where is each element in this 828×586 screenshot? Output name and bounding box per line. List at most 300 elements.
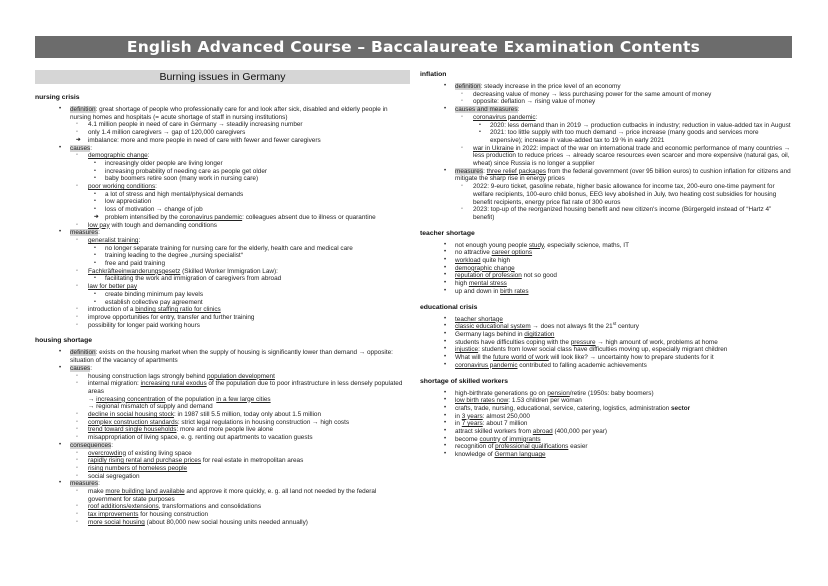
bullet-icon: • <box>59 441 62 448</box>
list-item <box>35 488 410 503</box>
bullet-icon: • <box>59 144 62 151</box>
list-item <box>420 339 792 347</box>
list-item <box>420 397 792 405</box>
item-text: high <box>455 280 469 288</box>
item-text: not so good <box>521 272 557 280</box>
bullet-icon: • <box>444 389 447 396</box>
underlined-term: future world of work <box>493 354 549 362</box>
underlined-term: career options <box>491 249 533 257</box>
bullet-icon: • <box>94 298 96 305</box>
highlighted-term: causes <box>70 364 91 372</box>
bullet-icon: ◦ <box>461 206 463 213</box>
item-text: in <box>455 412 462 420</box>
bullet-icon: • <box>94 175 96 182</box>
section-list-teacher-shortage <box>420 242 792 296</box>
item-text: increasing probability of needing care as people get older <box>105 167 268 175</box>
item-text: social segregation <box>88 472 140 480</box>
bullet-icon: ◦ <box>76 518 78 525</box>
bullet-icon: ◦ <box>76 121 78 128</box>
underlined-term: study <box>528 241 544 249</box>
item-text: decreasing value of money → less purchasing power for the same amount of money <box>473 90 712 98</box>
list-item <box>35 465 410 473</box>
section-title-inflation: inflation <box>420 71 447 78</box>
list-item <box>35 503 410 511</box>
list-item <box>35 434 410 442</box>
item-text: in <box>455 420 462 428</box>
item-text: no longer separate training for nursing care for the elderly, health care and medical care <box>105 244 353 252</box>
list-item <box>420 436 792 444</box>
list-item <box>35 183 410 191</box>
bullet-icon: • <box>444 315 447 322</box>
item-text: (Skilled Worker Immigration Law): <box>180 267 278 275</box>
bullet-icon: ◦ <box>76 183 78 190</box>
bullet-icon: • <box>444 338 447 345</box>
list-item <box>420 242 792 250</box>
section-list-inflation <box>420 83 792 222</box>
bullet-icon: • <box>94 275 96 282</box>
underlined-term: generalist training <box>88 236 139 244</box>
underlined-term: country of immigrants <box>479 435 541 443</box>
item-text: 2020: less demand than in 2019 → production cutbacks in industry; reduction in value-added tax in August <box>490 121 791 129</box>
item-text: opposite: deflation → rising value of money <box>473 98 596 106</box>
list-item <box>420 122 792 130</box>
list-item <box>35 237 410 245</box>
bullet-icon: • <box>444 272 447 279</box>
list-item <box>35 206 410 214</box>
item-text: for real estate in metropolitan areas <box>200 457 304 465</box>
item-text: high-birthrate generations go on <box>455 389 548 397</box>
list-item <box>420 168 792 183</box>
bullet-icon: • <box>59 364 62 371</box>
arrow-bullet-icon: ➔ <box>76 136 81 143</box>
bullet-icon: • <box>444 330 447 337</box>
list-item <box>420 443 792 451</box>
item-text: , especially science, maths, IT <box>543 241 629 249</box>
list-item <box>420 106 792 114</box>
item-text: 2023: top-up of the reorganized housing benefit and new citizen's income (Bürgergeld instead of “Hartz 4” benefit) <box>473 206 772 221</box>
item-text: : colleagues absent due to illness or quarantine <box>242 213 376 221</box>
item-text: increasingly older people are living longer <box>105 159 223 167</box>
list-item <box>420 265 792 273</box>
bullet-icon: ◦ <box>461 144 463 151</box>
list-item <box>420 405 792 413</box>
item-text: of the population due to poor infrastructure in less densely populated areas <box>88 380 403 395</box>
list-item <box>420 183 792 206</box>
bullet-icon: • <box>444 346 447 353</box>
bullet-icon: ◦ <box>461 113 463 120</box>
underlined-term: workload <box>455 257 481 265</box>
list-item <box>35 396 410 404</box>
underlined-term: Fachkräfteeinwanderungsgesetz <box>88 267 181 275</box>
item-text: : exists on the housing market when the supply of housing is significantly lower than demand → opposite: situation of the vacancy of apartments <box>70 349 393 365</box>
item-text: : <box>98 229 100 237</box>
list-item <box>35 426 410 434</box>
bullet-icon: • <box>444 435 447 442</box>
list-item <box>420 288 792 296</box>
bullet-icon: • <box>59 229 62 236</box>
item-text: : strict legal regulations in housing construction → high costs <box>177 418 350 426</box>
list-item <box>35 480 410 488</box>
highlighted-term: measures <box>70 480 99 488</box>
item-text: imbalance: more and more people in need of care with fewer and fewer caregivers <box>88 136 321 144</box>
list-item <box>420 362 792 370</box>
list-item <box>35 214 410 222</box>
bullet-icon: • <box>444 287 447 294</box>
underlined-term: poor working conditions <box>88 183 156 191</box>
bullet-icon: • <box>444 397 447 404</box>
bullet-icon: • <box>444 420 447 427</box>
underlined-term: coronavirus pandemic <box>473 113 536 121</box>
list-item <box>35 450 410 458</box>
underlined-term: in a few large cities <box>216 395 271 403</box>
item-text: (400,000 per year) <box>552 428 608 436</box>
item-text: : <box>90 364 93 372</box>
bullet-icon: • <box>444 361 447 368</box>
item-text: baby boomers retire soon (many work in nursing care) <box>105 175 259 183</box>
bullet-icon: • <box>444 241 447 248</box>
bullet-icon: • <box>444 404 447 411</box>
item-text: and approve it more quickly, e. g. all land not needed by the federal government for state purposes <box>88 488 377 503</box>
underlined-term: low pay <box>88 221 110 229</box>
bullet-icon: • <box>94 290 96 297</box>
item-text: improve opportunities for entry, transfer and further training <box>88 313 255 321</box>
list-item <box>420 83 792 91</box>
underlined-term: overcrowding <box>88 449 127 457</box>
item-text: become <box>455 435 480 443</box>
item-text: for housing construction <box>138 511 209 519</box>
underlined-term: 3 years <box>461 412 483 420</box>
list-item <box>420 354 792 362</box>
bullet-icon: ◦ <box>76 221 78 228</box>
item-text: 2022: 9-euro ticket, gasoline rebate, higher basic allowance for income tax, 200-euro one-time payment for welfare recipients, 100-euro child bonus, EEG levy abolished in July, two heating cost subsidies for housing benefit recipients, energy price flat rate of 300 euros <box>473 183 777 206</box>
underlined-term: abroad <box>532 428 553 436</box>
item-text: (about 80,000 new social housing units needed annually) <box>144 518 308 526</box>
bullet-icon: • <box>94 260 96 267</box>
bullet-icon: ◦ <box>461 90 463 97</box>
highlighted-term: measures <box>455 167 484 175</box>
item-text: → regional mismatch of supply and demand <box>88 403 213 411</box>
item-text: : 1.53 children per woman <box>508 397 582 405</box>
item-text: introduction of a <box>88 306 136 314</box>
list-item <box>420 428 792 436</box>
list-item <box>35 198 410 206</box>
item-text: low appreciation <box>105 198 152 206</box>
list-item <box>35 275 410 283</box>
bullet-icon: • <box>94 190 96 197</box>
item-text: : <box>535 113 538 121</box>
underlined-term: coronavirus pandemic <box>179 213 243 221</box>
item-text: What will the <box>455 354 494 362</box>
bullet-icon: • <box>444 443 447 450</box>
highlighted-term: definition <box>70 106 96 113</box>
bullet-icon: • <box>444 323 447 330</box>
highlighted-term: causes <box>70 144 91 152</box>
item-text: → does not always fit the 21 <box>530 323 613 331</box>
item-text: only 1.4 million caregivers → gap of 120,000 caregivers <box>88 129 246 137</box>
item-text: not enough young people <box>455 241 529 249</box>
list-item <box>420 323 792 331</box>
underlined-term: coronavirus pandemic <box>455 361 518 369</box>
bullet-icon: ◦ <box>76 129 78 136</box>
item-text: : <box>111 441 113 449</box>
list-item <box>420 91 792 99</box>
bullet-icon: • <box>444 428 447 435</box>
underlined-term: professional qualifications <box>495 443 569 451</box>
underlined-term: teacher shortage <box>455 315 503 323</box>
underlined-term: mental stress <box>468 280 507 288</box>
item-text: problem intensified by the <box>105 213 180 221</box>
bullet-icon: • <box>94 206 96 213</box>
underlined-term: binding staffing ratio for clinics <box>135 306 221 314</box>
item-text: : steady increase in the price level of an economy <box>480 83 621 90</box>
list-item <box>35 511 410 519</box>
list-item <box>35 322 410 330</box>
item-text: : <box>155 183 157 191</box>
bullet-icon: • <box>94 198 96 205</box>
bullet-icon: ◦ <box>76 503 78 510</box>
item-text: century <box>616 323 639 331</box>
list-item <box>420 249 792 257</box>
bullet-icon: • <box>479 129 481 136</box>
item-text: internal migration: <box>88 380 141 388</box>
bullet-icon: ◦ <box>76 267 78 274</box>
underlined-term: more social housing <box>88 518 145 526</box>
list-item <box>35 191 410 199</box>
list-item <box>420 114 792 122</box>
list-item <box>35 365 410 373</box>
underlined-term: three relief packages <box>486 167 546 175</box>
section-title-housing-shortage: housing shortage <box>35 337 93 345</box>
underlined-term: reputation of profession <box>455 272 522 280</box>
list-item <box>35 268 410 276</box>
bullet-icon: ◦ <box>76 488 78 495</box>
item-text: : great shortage of people who professionally care for and look after sick, disabled and elderly people in nursing homes and hospitals (= acute shortage of staff in nursing institutions) <box>70 106 388 121</box>
item-text: will look like? → uncertainty how to prepare students for it <box>548 354 714 362</box>
item-text: /retire (1950s: baby boomers) <box>569 389 654 397</box>
item-text: : in 1987 still 5.5 million, today only about 1.5 million <box>173 411 322 419</box>
list-item <box>35 222 410 230</box>
bullet-icon: ◦ <box>76 426 78 433</box>
item-text: 2021: too little supply with too much demand → price increase (many goods and services more expensive); increase in value-added tax to 19 % in early 2021 <box>490 129 759 144</box>
item-text: free and paid training <box>105 260 166 268</box>
list-item <box>35 473 410 481</box>
bullet-icon: • <box>444 451 447 458</box>
underlined-term: 7 years <box>461 420 483 428</box>
arrow-bullet-icon: ➔ <box>94 213 99 220</box>
bullet-icon: ◦ <box>76 313 78 320</box>
section-list-shortage-of-skilled-workers <box>420 390 792 459</box>
item-text: : more and more people live alone <box>176 426 274 434</box>
bullet-icon: ◦ <box>76 372 78 379</box>
bullet-icon: • <box>94 252 96 259</box>
item-text: of existing living space <box>126 449 192 457</box>
section-title-teacher-shortage: teacher shortage <box>420 229 475 237</box>
bullet-icon: • <box>444 106 447 113</box>
list-item <box>420 451 792 459</box>
item-text: : <box>483 167 487 175</box>
list-item <box>35 457 410 465</box>
underlined-term: pension <box>547 389 570 397</box>
bullet-icon: • <box>444 249 447 256</box>
left-sections <box>35 93 410 527</box>
section-title-shortage-of-skilled-workers: shortage of skilled workers <box>420 377 509 385</box>
underlined-term: demographic change <box>455 264 515 272</box>
list-item <box>420 272 792 280</box>
bullet-icon: • <box>444 354 447 361</box>
underlined-term: increasing rural exodus <box>140 380 207 388</box>
bullet-icon: • <box>94 159 96 166</box>
list-item <box>420 145 792 168</box>
underlined-term: tax improvements <box>88 511 139 519</box>
list-item <box>35 260 410 268</box>
list-item <box>35 121 410 129</box>
list-item <box>35 442 410 450</box>
item-text: possibility for longer paid working hours <box>88 321 200 329</box>
list-item <box>35 137 410 145</box>
item-text: : <box>98 480 100 488</box>
bullet-icon: • <box>94 244 96 251</box>
bullet-icon: ◦ <box>76 306 78 313</box>
underlined-term: birth rates <box>500 287 529 295</box>
highlighted-term: measures <box>70 229 99 237</box>
item-text: crafts, trade, nursing, educational, service, catering, logistics, administration <box>455 404 671 412</box>
list-item <box>420 346 792 354</box>
underlined-term: injustice <box>455 346 479 354</box>
right-column <box>420 70 792 459</box>
list-item <box>420 98 792 106</box>
list-item <box>35 106 410 121</box>
underlined-term: roof additions/extensions <box>88 503 159 511</box>
bullet-icon: ◦ <box>76 511 78 518</box>
item-text: misappropriation of living space, e. g. renting out apartments to vacation guests <box>88 434 313 442</box>
bullet-icon: • <box>444 264 447 271</box>
bullet-icon: • <box>479 121 481 128</box>
item-text: students have difficulties coping with the <box>455 338 571 346</box>
underlined-term: demographic change <box>88 152 148 160</box>
bullet-icon: ◦ <box>76 434 78 441</box>
list-item <box>35 519 410 527</box>
underlined-term: rising numbers of homeless people <box>88 464 188 472</box>
bullet-icon: ◦ <box>76 236 78 243</box>
list-item <box>420 331 792 339</box>
item-text: training leading to the degree „nursing specialist“ <box>105 252 243 260</box>
underlined-term: low birth rates now <box>455 397 509 405</box>
left-column <box>35 70 410 527</box>
bullet-icon: ◦ <box>76 449 78 456</box>
item-text: up and down in <box>455 287 501 295</box>
bullet-icon: ◦ <box>76 411 78 418</box>
list-item <box>35 252 410 260</box>
bullet-icon: • <box>444 257 447 264</box>
item-text: create binding minimum pay levels <box>105 290 204 298</box>
underlined-term: complex construction standards <box>88 418 178 426</box>
bullet-icon: ◦ <box>461 183 463 190</box>
bullet-icon: • <box>444 412 447 419</box>
section-list-housing-shortage <box>35 349 410 526</box>
list-item <box>420 129 792 144</box>
item-text: st <box>612 321 617 327</box>
bullet-icon: • <box>444 167 447 174</box>
item-text: with tough and demanding conditions <box>109 221 217 229</box>
item-text: Germany lags behind in <box>455 330 525 338</box>
list-item <box>35 245 410 253</box>
item-text: → <box>88 395 97 403</box>
underlined-term: war in Ukraine <box>473 144 514 152</box>
list-item <box>35 291 410 299</box>
list-item <box>420 390 792 398</box>
list-item <box>35 129 410 137</box>
list-item <box>35 160 410 168</box>
item-text: facilitating the work and immigration of caregivers from abroad <box>105 275 282 283</box>
bullet-icon: ◦ <box>76 152 78 159</box>
item-text: from the federal government (over 95 billion euros) to cushion inflation for citizens and mitigate the sharp rise in energy prices <box>455 167 791 183</box>
list-item <box>35 168 410 176</box>
bullet-icon: • <box>59 480 62 487</box>
bullet-icon: • <box>94 167 96 174</box>
section-list-nursing-crisis <box>35 106 410 329</box>
section-title-educational-crisis: educational crisis <box>420 303 478 311</box>
list-item <box>420 206 792 221</box>
item-text: knowledge of <box>455 451 495 459</box>
item-text: sector <box>670 404 691 412</box>
section-list-educational-crisis <box>420 316 792 370</box>
item-text: a lot of stress and high mental/physical demands <box>105 190 244 198</box>
item-text: : <box>90 144 93 152</box>
list-item <box>35 145 410 153</box>
item-text: of the population <box>165 395 217 403</box>
bullet-icon: • <box>59 106 62 112</box>
bullet-icon: • <box>59 349 62 356</box>
section-heading: Burning issues in Germany <box>35 70 410 84</box>
bullet-icon: ◦ <box>76 472 78 479</box>
item-text: attract skilled workers from <box>455 428 533 436</box>
bullet-icon: ◦ <box>76 418 78 425</box>
bullet-icon: ◦ <box>76 321 78 328</box>
list-item <box>35 314 410 322</box>
list-item <box>35 419 410 427</box>
underlined-term: decline in social housing stock <box>88 411 174 419</box>
item-text: → high amount of work, problems at home <box>595 338 718 346</box>
item-text: recognition of <box>455 443 496 451</box>
bullet-icon: ◦ <box>76 380 78 387</box>
list-item <box>35 175 410 183</box>
item-text: quite high <box>480 257 511 265</box>
list-item <box>35 229 410 237</box>
list-item <box>420 280 792 288</box>
item-text: housing construction lags strongly behind <box>88 372 208 380</box>
bullet-icon: ◦ <box>76 457 78 464</box>
list-item <box>35 349 410 364</box>
item-text: : <box>138 236 141 244</box>
list-item <box>420 257 792 265</box>
list-item <box>420 413 792 421</box>
item-text: contributed to falling academic achievements <box>517 361 647 369</box>
item-text: in 2022: impact of the war on international trade and economic performance of many countries → less production to reduce prices → already scarce resources even scarcer and more expensive (natural gas, oil, wheat) since Russia is no longer a supplier <box>473 144 791 168</box>
list-item <box>35 380 410 395</box>
underlined-term: increasing concentration <box>96 395 166 403</box>
list-item <box>35 411 410 419</box>
underlined-term: classic educational system <box>455 323 531 331</box>
bullet-icon: ◦ <box>76 464 78 471</box>
underlined-term: law for better pay <box>88 283 138 291</box>
bullet-icon: • <box>444 83 447 89</box>
item-text: establish collective pay agreement <box>105 298 203 306</box>
list-item <box>35 373 410 381</box>
item-text: : <box>517 106 520 114</box>
bullet-icon: ◦ <box>76 283 78 290</box>
item-text: easier <box>568 443 588 451</box>
item-text: : <box>147 152 150 160</box>
